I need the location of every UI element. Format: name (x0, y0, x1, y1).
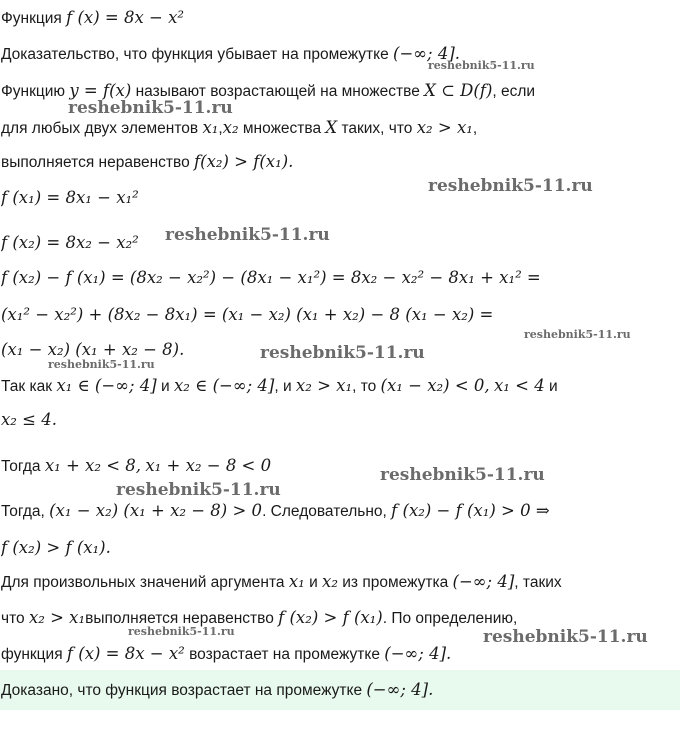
text-fragment: . По определению, (382, 610, 518, 627)
math-expression: x₁ (288, 572, 305, 591)
solution-line (1, 229, 679, 257)
text-fragment: и (156, 378, 174, 395)
text-fragment: , то (352, 378, 381, 395)
math-expression: (x₁ − x₂) < 0, (380, 376, 490, 395)
math-expression: x₂ > x₁ (416, 118, 473, 137)
solution-line (1, 114, 679, 142)
text-fragment: для любых двух элементов (1, 120, 203, 137)
watermark: reshebnik5-11.ru (380, 465, 545, 485)
text-fragment: , таких (514, 574, 562, 591)
math-expression: (x₁ − x₂) (x₁ + x₂ − 8) > 0 (49, 501, 263, 520)
text-fragment: называют возрастающей на множестве (131, 83, 425, 100)
math-expression: f (x) = 8x − x² (66, 644, 185, 663)
text-fragment: Функция (1, 10, 67, 27)
watermark: reshebnik5-11.ru (524, 328, 631, 341)
solution-line (1, 568, 679, 596)
math-expression: X ⊂ D(f) (424, 81, 493, 100)
watermark: reshebnik5-11.ru (68, 98, 233, 118)
solution-line (1, 452, 679, 480)
math-expression: x₁ + x₂ − 8 < 0 (145, 456, 272, 475)
math-expression: x₂ ∈ (−∞; 4] (173, 376, 275, 395)
text-fragment: выполняется неравенство (85, 610, 279, 627)
text-fragment: выполняется неравенство (1, 154, 195, 171)
solution-line (1, 676, 679, 704)
text-fragment: . Следовательно, (262, 503, 392, 520)
math-expression: f (x) = 8x − x² (66, 8, 185, 27)
solution-line (1, 148, 679, 176)
math-expression: f (x₂) − f (x₁) = (8x₂ − x₂²) − (8x₁ − x₁²) = 8x₂ − x₂² − 8x₁ + x₁² = (1, 268, 541, 287)
math-expression: (−∞; 4]. (384, 644, 452, 663)
text-fragment: Так как (1, 378, 57, 395)
math-expression: x₂ ≤ 4. (1, 410, 57, 429)
watermark: reshebnik5-11.ru (428, 59, 535, 72)
solution-line (1, 40, 679, 68)
math-expression: f(x₂) > f(x₁). (194, 152, 294, 171)
solution-line (1, 264, 679, 292)
text-fragment: , (218, 120, 223, 137)
math-expression: f (x₂) − f (x₁) > 0 ⇒ (391, 501, 550, 520)
text-fragment: множества (238, 120, 326, 137)
watermark: reshebnik5-11.ru (428, 176, 593, 196)
watermark: reshebnik5-11.ru (483, 627, 648, 647)
text-fragment: что (1, 610, 29, 627)
text-fragment: , и (274, 378, 296, 395)
math-expression: x₂ > x₁ (28, 608, 86, 627)
math-expression: x₁ < 4 (493, 376, 545, 395)
text-fragment: Для произвольных значений аргумента (1, 574, 289, 591)
text-fragment: Тогда, (1, 503, 50, 520)
watermark: reshebnik5-11.ru (165, 225, 330, 245)
math-expression: f (x₂) > f (x₁) (278, 608, 383, 627)
text-fragment: функция (1, 646, 67, 663)
watermark: reshebnik5-11.ru (116, 480, 281, 500)
solution-line (1, 301, 679, 329)
solution-line (1, 372, 679, 400)
solution-line (1, 406, 679, 434)
solution-line (1, 4, 679, 32)
math-expression: f (x₁) = 8x₁ − x₁² (1, 188, 139, 207)
math-expression: (−∞; 4]. (393, 44, 461, 63)
math-expression: X (325, 118, 338, 137)
math-expression: f (x₂) = 8x₂ − x₂² (1, 233, 139, 252)
math-expression: x₂ > x₁ (295, 376, 353, 395)
watermark: reshebnik5-11.ru (128, 625, 235, 638)
math-expression: x₁ + x₂ < 8, (44, 456, 142, 475)
text-fragment: и (544, 378, 558, 395)
math-expression: x₂ (222, 118, 239, 137)
math-expression: x₁ ∈ (−∞; 4] (56, 376, 157, 395)
text-fragment: Доказано, что функция возрастает на промежутке (1, 682, 367, 699)
text-fragment: возрастает на промежутке (184, 646, 385, 663)
text-fragment: Доказательство, что функция убывает на промежутке (1, 46, 394, 63)
watermark: reshebnik5-11.ru (48, 358, 155, 371)
math-expression: (x₁² − x₂²) + (8x₂ − 8x₁) = (x₁ − x₂) (x₁ + x₂) − 8 (x₁ − x₂) = (1, 305, 494, 324)
math-expression: (−∞; 4] (452, 572, 515, 591)
text-fragment: из промежутка (337, 574, 453, 591)
math-expression: y = f(x) (69, 81, 132, 100)
text-fragment: , если (492, 83, 536, 100)
math-expression: x₂ (322, 572, 338, 591)
watermark: reshebnik5-11.ru (260, 343, 425, 363)
math-expression: (−∞; 4]. (366, 680, 434, 699)
text-fragment: Тогда (1, 458, 45, 475)
text-fragment: и (304, 574, 323, 591)
math-expression: f (x₂) > f (x₁). (1, 538, 111, 557)
text-fragment: Функцию (1, 83, 70, 100)
text-fragment: таких, что (337, 120, 417, 137)
math-expression: (x₁ − x₂) (x₁ + x₂ − 8). (1, 340, 185, 359)
text-fragment: , (472, 120, 478, 137)
solution-line (1, 534, 679, 562)
math-expression: x₁ (202, 118, 219, 137)
solution-line (1, 497, 679, 525)
